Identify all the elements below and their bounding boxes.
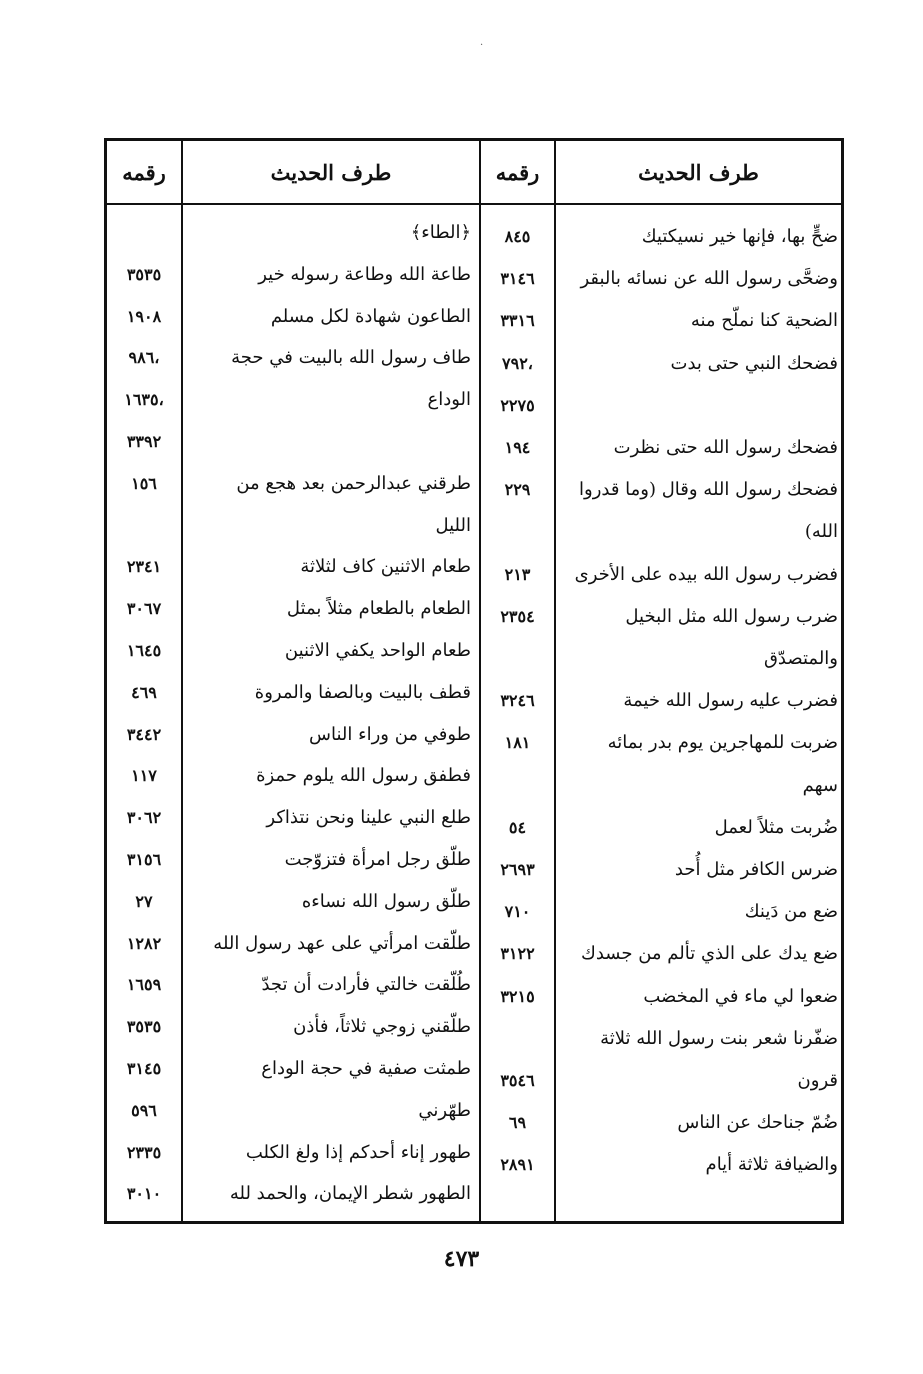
index-table xyxy=(104,138,844,1224)
entry-text: الطعام بالطعام مثلاً بمثل xyxy=(286,598,471,620)
entry-text: والمتصدّق xyxy=(763,648,838,669)
entry-text: طلّقني زوجي ثلاثاً، فأذن xyxy=(293,1016,471,1038)
entry-number: ١٦٥٩ xyxy=(126,975,162,995)
entry-text: والضيافة ثلاثة أيام xyxy=(705,1154,838,1176)
entry-text: طلّق رسول الله نساءه xyxy=(301,890,471,912)
entry-text: طاف رسول الله بالبيت في حجة xyxy=(231,347,471,369)
entry-text: سهم xyxy=(802,774,838,796)
entry-number: ٣٣٩٢ xyxy=(126,432,162,451)
entry-number: ٢٨٩١ xyxy=(500,1155,535,1175)
entry-text: طعام الاثنين كاف لثلاثة xyxy=(300,556,471,578)
entry-number: ٧١٠ xyxy=(504,902,531,922)
entry-number: ٣٢٤٦ xyxy=(500,691,535,711)
header-left-text: طرف الحديث xyxy=(270,159,392,185)
entry-text: قطف بالبيت وبالصفا والمروة xyxy=(254,681,471,703)
column-divider xyxy=(554,141,556,1221)
entry-text: ضعوا لي ماء في المخضب xyxy=(643,985,838,1007)
entry-text: طوفي من وراء الناس xyxy=(309,723,471,745)
entry-text: ضحٍّ بها، فإنها خير نسيكتيك xyxy=(641,226,838,247)
entry-number: ٥٩٦ xyxy=(131,1100,157,1120)
entry-number: ٢٧ xyxy=(135,891,153,911)
entry-number: ٣٣١٦ xyxy=(500,311,535,331)
entry-number: ٢١٣ xyxy=(504,564,531,584)
entry-number: ٨٤٥ xyxy=(504,227,531,246)
entry-number: ٣١٤٥ xyxy=(126,1059,162,1078)
entry-text: ﴿الطاء﴾ xyxy=(410,222,471,243)
entry-number: ٥٤ xyxy=(508,817,527,837)
entry-text: الطاعون شهادة لكل مسلم xyxy=(270,305,471,327)
entry-text: ضع من دَينك xyxy=(744,901,838,923)
entry-text: ضفّرنا شعر بنت رسول الله ثلاثة xyxy=(600,1027,838,1049)
entry-number: ٢٦٩٣ xyxy=(500,860,535,879)
entry-number: ٣٤٤٢ xyxy=(126,724,162,744)
entry-text: طهّرني xyxy=(418,1099,471,1121)
entry-text: ضُمّ جناحك عن الناس xyxy=(677,1112,838,1134)
entry-text: الليل xyxy=(435,514,471,536)
entry-text: وضحَّى رسول الله عن نسائه بالبقر xyxy=(580,268,838,290)
entry-text: فضرب رسول الله بيده على الأخرى xyxy=(574,563,838,585)
entry-text: ضُربت مثلاً لعمل xyxy=(714,816,838,838)
entry-number: ٢٣٣٥ xyxy=(126,1142,162,1162)
entry-text: طلّقت امرأتي على عهد رسول الله xyxy=(213,932,471,954)
entry-number: ،١٦٣٥ xyxy=(124,390,164,410)
entry-text: ضع يدك على الذي تألم من جسدك xyxy=(581,943,838,965)
entry-text: الوداع xyxy=(427,389,471,411)
entry-text: طلع النبي علينا ونحن نتذاكر xyxy=(266,807,471,829)
entry-number: ١٥٦ xyxy=(131,473,157,493)
entry-number: ٣٠١٠ xyxy=(126,1184,162,1204)
entry-text: فضحك رسول الله حتى نظرت xyxy=(613,437,838,458)
entry-text: ضرس الكافر مثل أُحد xyxy=(674,859,838,880)
entry-text: الضحية كنا نملّح منه xyxy=(690,310,838,332)
entry-number: ٣٢١٥ xyxy=(500,986,535,1006)
entry-text: طعام الواحد يكفي الاثنين xyxy=(284,640,471,661)
entry-text: الطهور شطر الإيمان، والحمد لله xyxy=(229,1183,471,1205)
entry-number: ،٩٨٦ xyxy=(128,348,160,368)
entry-number: ٣٥٤٦ xyxy=(500,1071,535,1090)
entry-text: ضربت للمهاجرين يوم بدر بمائه xyxy=(607,732,838,754)
header-left-num: رقمه xyxy=(122,159,166,185)
entry-text: الله) xyxy=(804,521,838,543)
entry-text: طلّق رجل امرأة فتزوّجت xyxy=(284,849,471,870)
entry-number: ٣٥٣٥ xyxy=(126,264,162,284)
entry-text: طاعة الله وطاعة رسوله خير xyxy=(258,263,471,285)
column-divider xyxy=(479,141,481,1221)
entry-number: ١٢٨٢ xyxy=(126,933,162,953)
entry-text: ضرب رسول الله مثل البخيل xyxy=(625,605,838,627)
entry-number: ٣٥٣٥ xyxy=(126,1017,162,1037)
page-number: ٤٧٣ xyxy=(443,1246,480,1272)
entry-number: ٢٢٩ xyxy=(504,480,531,500)
entry-number: ٣٠٦٧ xyxy=(126,599,162,619)
entry-number: ١١٧ xyxy=(131,766,157,786)
entry-number: ١٦٤٥ xyxy=(126,641,162,660)
entry-number: ٦٩ xyxy=(508,1113,527,1133)
entry-text: قرون xyxy=(797,1070,838,1091)
header-divider xyxy=(107,203,841,205)
header-right-text: طرف الحديث xyxy=(638,159,759,185)
entry-number: ٢٣٤١ xyxy=(126,557,162,577)
entry-number: ١٩٠٨ xyxy=(126,306,162,326)
entry-text: طُلّقت خالتي فأرادت أن تجدّ xyxy=(261,974,471,996)
entry-number: ٣١٤٦ xyxy=(500,269,535,289)
entry-text: فطفق رسول الله يلوم حمزة xyxy=(256,765,471,787)
entry-number: ٢٣٥٤ xyxy=(500,606,535,626)
entry-number: ٣١٥٦ xyxy=(126,850,162,869)
scan-mark: · xyxy=(480,40,484,51)
entry-text: فضحك النبي حتى بدت xyxy=(670,352,838,374)
entry-text: طمثت صفية في حجة الوداع xyxy=(261,1058,471,1079)
column-divider xyxy=(181,141,183,1221)
entry-number: ٣٠٦٢ xyxy=(126,808,162,828)
header-right-num: رقمه xyxy=(495,159,540,185)
entry-number: ١٩٤ xyxy=(504,438,531,457)
entry-text: طرقني عبدالرحمن بعد هجع من xyxy=(236,472,471,494)
entry-number: ،٧٩٢ xyxy=(502,353,533,373)
entry-number: ٤٦٩ xyxy=(131,682,157,702)
entry-text: فضحك رسول الله وقال (وما قدروا xyxy=(579,479,838,501)
entry-number: ٣١٢٢ xyxy=(500,944,535,964)
entry-text: فضرب عليه رسول الله خيمة xyxy=(623,690,838,712)
entry-number: ٢٢٧٥ xyxy=(500,395,535,415)
entry-text: طهور إناء أحدكم إذا ولغ الكلب xyxy=(245,1141,471,1163)
entry-number: ١٨١ xyxy=(504,733,531,753)
